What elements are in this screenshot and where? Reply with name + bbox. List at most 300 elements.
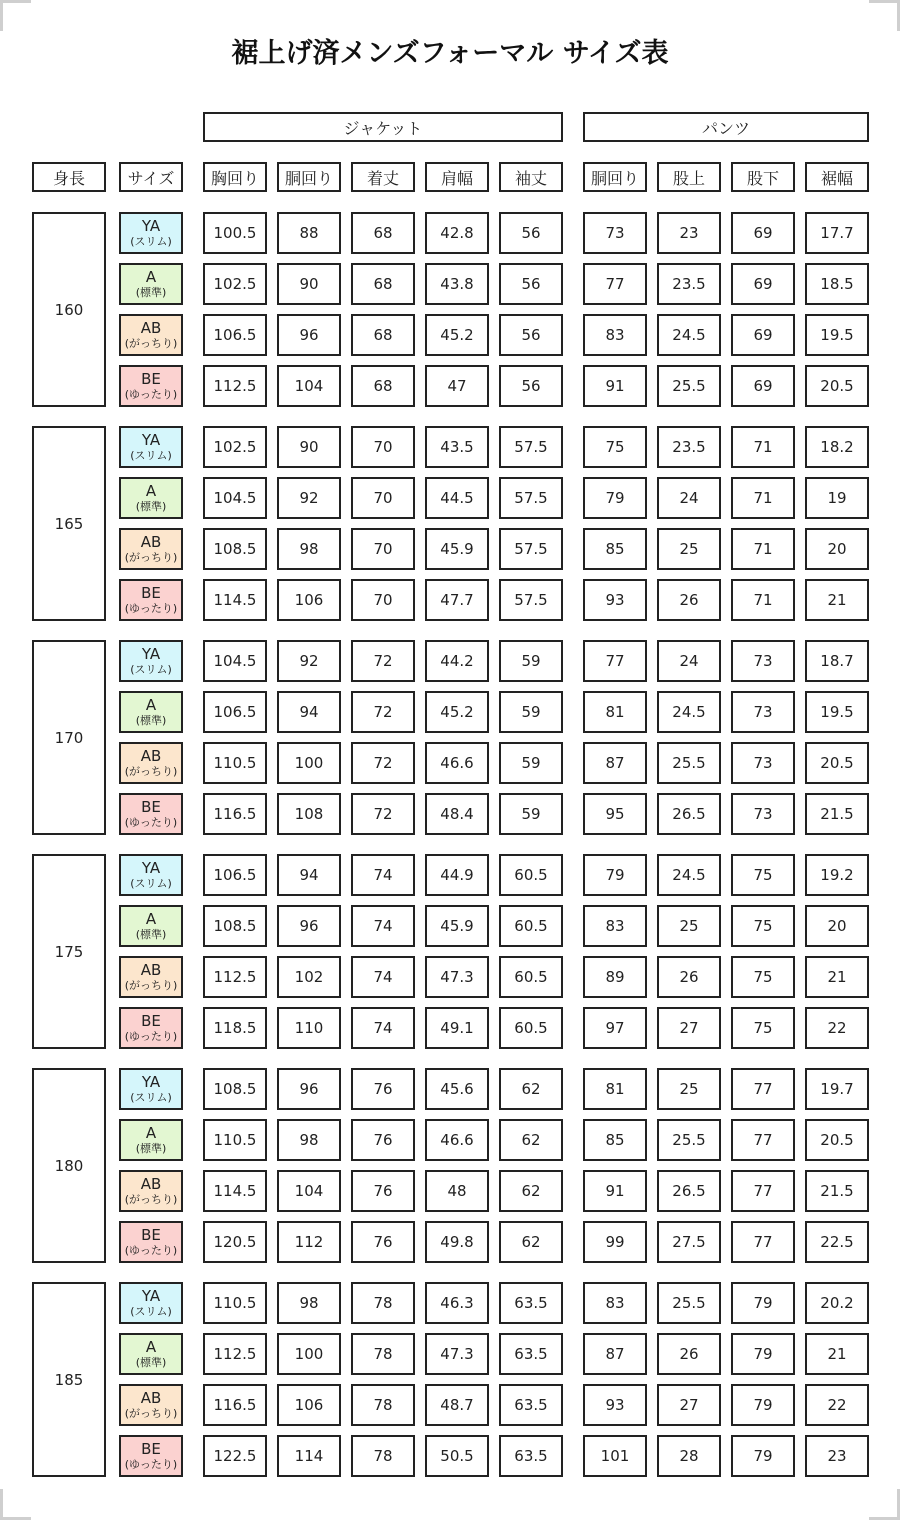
pants-value-cell: 20 — [805, 905, 869, 947]
size-type-badge — [119, 1384, 183, 1426]
jacket-value-cell: 70 — [351, 579, 415, 621]
size-description: (ゆったり) — [124, 1244, 178, 1257]
pants-value-cell: 17.7 — [805, 212, 869, 254]
pants-value-cell: 19.5 — [805, 314, 869, 356]
size-code: YA — [141, 1073, 161, 1091]
jacket-value-cell: 100 — [277, 742, 341, 784]
pants-value-cell: 26 — [657, 1333, 721, 1375]
size-code: A — [145, 268, 157, 286]
size-code: BE — [141, 798, 161, 816]
height-cell: 170 — [32, 640, 106, 835]
jacket-value-cell: 44.9 — [425, 854, 489, 896]
pants-value-cell: 101 — [583, 1435, 647, 1477]
jacket-value-cell: 76 — [351, 1170, 415, 1212]
jacket-value-cell: 63.5 — [499, 1333, 563, 1375]
jacket-value-cell: 98 — [277, 528, 341, 570]
pants-value-cell: 23 — [657, 212, 721, 254]
pants-value-cell: 69 — [731, 263, 795, 305]
pants-value-cell: 79 — [583, 477, 647, 519]
pants-value-cell: 91 — [583, 365, 647, 407]
jacket-value-cell: 114.5 — [203, 1170, 267, 1212]
pants-value-cell: 85 — [583, 528, 647, 570]
pants-value-cell: 20 — [805, 528, 869, 570]
jacket-value-cell: 48.4 — [425, 793, 489, 835]
size-type-badge — [119, 854, 183, 896]
jacket-value-cell: 78 — [351, 1435, 415, 1477]
pants-value-cell: 24.5 — [657, 854, 721, 896]
pants-value-cell: 25.5 — [657, 742, 721, 784]
size-type-badge — [119, 314, 183, 356]
jacket-value-cell: 102 — [277, 956, 341, 998]
pants-value-cell: 75 — [731, 854, 795, 896]
jacket-value-cell: 98 — [277, 1282, 341, 1324]
jacket-value-cell: 72 — [351, 640, 415, 682]
pants-value-cell: 75 — [731, 956, 795, 998]
pants-value-cell: 75 — [731, 905, 795, 947]
pants-value-cell: 20.5 — [805, 365, 869, 407]
corner-mark-top-left — [0, 0, 31, 31]
pants-value-cell: 25.5 — [657, 1119, 721, 1161]
jacket-value-cell: 74 — [351, 854, 415, 896]
jacket-value-cell: 45.2 — [425, 691, 489, 733]
size-type-badge — [119, 742, 183, 784]
pants-value-cell: 27 — [657, 1007, 721, 1049]
size-code: AB — [140, 533, 162, 551]
jacket-value-cell: 108 — [277, 793, 341, 835]
pants-value-cell: 73 — [731, 640, 795, 682]
jacket-value-cell: 47.7 — [425, 579, 489, 621]
jacket-value-cell: 106.5 — [203, 314, 267, 356]
column-header-jacket-0: 胸回り — [203, 162, 267, 192]
pants-value-cell: 21.5 — [805, 793, 869, 835]
size-code: YA — [141, 645, 161, 663]
jacket-value-cell: 45.9 — [425, 528, 489, 570]
jacket-value-cell: 57.5 — [499, 426, 563, 468]
jacket-value-cell: 59 — [499, 640, 563, 682]
size-code: A — [145, 910, 157, 928]
jacket-value-cell: 108.5 — [203, 528, 267, 570]
jacket-value-cell: 60.5 — [499, 1007, 563, 1049]
jacket-value-cell: 110.5 — [203, 742, 267, 784]
jacket-value-cell: 70 — [351, 528, 415, 570]
pants-value-cell: 25 — [657, 1068, 721, 1110]
size-description: (ゆったり) — [124, 602, 178, 615]
size-type-badge — [119, 1282, 183, 1324]
pants-value-cell: 95 — [583, 793, 647, 835]
jacket-value-cell: 43.8 — [425, 263, 489, 305]
jacket-value-cell: 49.1 — [425, 1007, 489, 1049]
size-type-badge — [119, 1333, 183, 1375]
jacket-value-cell: 90 — [277, 426, 341, 468]
pants-value-cell: 79 — [583, 854, 647, 896]
pants-value-cell: 89 — [583, 956, 647, 998]
pants-value-cell: 21.5 — [805, 1170, 869, 1212]
pants-value-cell: 18.5 — [805, 263, 869, 305]
pants-value-cell: 19.7 — [805, 1068, 869, 1110]
height-cell: 185 — [32, 1282, 106, 1477]
pants-value-cell: 73 — [731, 793, 795, 835]
size-type-badge — [119, 365, 183, 407]
size-description: (スリム) — [130, 449, 172, 462]
size-type-badge — [119, 691, 183, 733]
pants-value-cell: 87 — [583, 1333, 647, 1375]
jacket-value-cell: 78 — [351, 1282, 415, 1324]
jacket-value-cell: 110.5 — [203, 1119, 267, 1161]
jacket-value-cell: 62 — [499, 1119, 563, 1161]
jacket-value-cell: 60.5 — [499, 854, 563, 896]
jacket-value-cell: 100 — [277, 1333, 341, 1375]
size-description: (標準) — [135, 500, 167, 513]
pants-value-cell: 71 — [731, 579, 795, 621]
jacket-value-cell: 76 — [351, 1119, 415, 1161]
size-description: (スリム) — [130, 1091, 172, 1104]
pants-value-cell: 69 — [731, 365, 795, 407]
jacket-value-cell: 45.6 — [425, 1068, 489, 1110]
pants-value-cell: 25.5 — [657, 365, 721, 407]
size-code: AB — [140, 747, 162, 765]
corner-mark-bottom-right — [869, 1489, 900, 1520]
jacket-value-cell: 57.5 — [499, 528, 563, 570]
pants-value-cell: 24.5 — [657, 691, 721, 733]
size-type-badge — [119, 263, 183, 305]
pants-value-cell: 79 — [731, 1384, 795, 1426]
pants-value-cell: 28 — [657, 1435, 721, 1477]
jacket-value-cell: 106.5 — [203, 854, 267, 896]
size-type-badge — [119, 905, 183, 947]
jacket-value-cell: 70 — [351, 426, 415, 468]
pants-value-cell: 19.2 — [805, 854, 869, 896]
size-description: (標準) — [135, 286, 167, 299]
pants-value-cell: 77 — [731, 1068, 795, 1110]
size-type-badge — [119, 1170, 183, 1212]
jacket-value-cell: 47 — [425, 365, 489, 407]
jacket-value-cell: 116.5 — [203, 793, 267, 835]
jacket-value-cell: 68 — [351, 365, 415, 407]
jacket-value-cell: 46.3 — [425, 1282, 489, 1324]
jacket-value-cell: 112 — [277, 1221, 341, 1263]
size-description: (がっちり) — [124, 551, 178, 564]
jacket-value-cell: 96 — [277, 905, 341, 947]
size-description: (標準) — [135, 714, 167, 727]
size-description: (ゆったり) — [124, 1458, 178, 1471]
size-description: (標準) — [135, 1356, 167, 1369]
jacket-value-cell: 90 — [277, 263, 341, 305]
jacket-value-cell: 102.5 — [203, 426, 267, 468]
pants-value-cell: 85 — [583, 1119, 647, 1161]
jacket-value-cell: 118.5 — [203, 1007, 267, 1049]
size-type-badge — [119, 579, 183, 621]
jacket-value-cell: 92 — [277, 477, 341, 519]
pants-value-cell: 23.5 — [657, 426, 721, 468]
column-header-pants-1: 股上 — [657, 162, 721, 192]
jacket-value-cell: 48 — [425, 1170, 489, 1212]
pants-value-cell: 24 — [657, 477, 721, 519]
pants-value-cell: 77 — [731, 1119, 795, 1161]
size-description: (がっちり) — [124, 765, 178, 778]
jacket-value-cell: 88 — [277, 212, 341, 254]
jacket-value-cell: 94 — [277, 691, 341, 733]
jacket-value-cell: 50.5 — [425, 1435, 489, 1477]
pants-value-cell: 25 — [657, 905, 721, 947]
jacket-value-cell: 47.3 — [425, 1333, 489, 1375]
jacket-value-cell: 76 — [351, 1068, 415, 1110]
jacket-value-cell: 106.5 — [203, 691, 267, 733]
pants-value-cell: 69 — [731, 314, 795, 356]
jacket-value-cell: 63.5 — [499, 1435, 563, 1477]
jacket-value-cell: 48.7 — [425, 1384, 489, 1426]
jacket-value-cell: 78 — [351, 1333, 415, 1375]
pants-value-cell: 77 — [731, 1221, 795, 1263]
jacket-value-cell: 120.5 — [203, 1221, 267, 1263]
jacket-value-cell: 59 — [499, 742, 563, 784]
size-type-badge — [119, 1007, 183, 1049]
jacket-value-cell: 44.2 — [425, 640, 489, 682]
pants-value-cell: 97 — [583, 1007, 647, 1049]
pants-value-cell: 81 — [583, 691, 647, 733]
size-description: (がっちり) — [124, 1407, 178, 1420]
size-type-badge — [119, 1119, 183, 1161]
pants-value-cell: 26.5 — [657, 793, 721, 835]
size-description: (ゆったり) — [124, 1030, 178, 1043]
jacket-value-cell: 92 — [277, 640, 341, 682]
pants-value-cell: 77 — [583, 640, 647, 682]
jacket-value-cell: 74 — [351, 956, 415, 998]
size-code: BE — [141, 370, 161, 388]
pants-value-cell: 77 — [731, 1170, 795, 1212]
size-description: (がっちり) — [124, 979, 178, 992]
jacket-value-cell: 104 — [277, 365, 341, 407]
jacket-value-cell: 104.5 — [203, 640, 267, 682]
jacket-value-cell: 59 — [499, 793, 563, 835]
size-type-badge — [119, 956, 183, 998]
column-header-jacket-1: 胴回り — [277, 162, 341, 192]
height-cell: 175 — [32, 854, 106, 1049]
size-type-badge — [119, 1435, 183, 1477]
pants-value-cell: 21 — [805, 1333, 869, 1375]
size-code: BE — [141, 1440, 161, 1458]
size-type-badge — [119, 426, 183, 468]
jacket-group-header: ジャケット — [203, 112, 563, 142]
height-cell: 160 — [32, 212, 106, 407]
size-type-badge — [119, 640, 183, 682]
pants-value-cell: 71 — [731, 426, 795, 468]
jacket-value-cell: 62 — [499, 1068, 563, 1110]
size-description: (ゆったり) — [124, 388, 178, 401]
jacket-value-cell: 106 — [277, 579, 341, 621]
jacket-value-cell: 110 — [277, 1007, 341, 1049]
jacket-value-cell: 78 — [351, 1384, 415, 1426]
jacket-value-cell: 56 — [499, 314, 563, 356]
pants-value-cell: 79 — [731, 1282, 795, 1324]
pants-value-cell: 24 — [657, 640, 721, 682]
pants-value-cell: 69 — [731, 212, 795, 254]
pants-value-cell: 73 — [731, 742, 795, 784]
size-code: BE — [141, 584, 161, 602]
pants-value-cell: 23 — [805, 1435, 869, 1477]
jacket-value-cell: 104.5 — [203, 477, 267, 519]
jacket-value-cell: 94 — [277, 854, 341, 896]
pants-value-cell: 23.5 — [657, 263, 721, 305]
size-code: AB — [140, 1175, 162, 1193]
pants-value-cell: 26 — [657, 956, 721, 998]
pants-value-cell: 71 — [731, 477, 795, 519]
jacket-value-cell: 60.5 — [499, 956, 563, 998]
column-header-size: サイズ — [119, 162, 183, 192]
jacket-value-cell: 47.3 — [425, 956, 489, 998]
pants-value-cell: 19.5 — [805, 691, 869, 733]
pants-value-cell: 83 — [583, 905, 647, 947]
jacket-value-cell: 108.5 — [203, 1068, 267, 1110]
jacket-value-cell: 112.5 — [203, 365, 267, 407]
size-description: (スリム) — [130, 877, 172, 890]
pants-value-cell: 73 — [731, 691, 795, 733]
size-description: (標準) — [135, 1142, 167, 1155]
jacket-value-cell: 102.5 — [203, 263, 267, 305]
jacket-value-cell: 42.8 — [425, 212, 489, 254]
pants-value-cell: 99 — [583, 1221, 647, 1263]
column-header-jacket-3: 肩幅 — [425, 162, 489, 192]
column-header-jacket-2: 着丈 — [351, 162, 415, 192]
jacket-value-cell: 110.5 — [203, 1282, 267, 1324]
pants-value-cell: 75 — [583, 426, 647, 468]
size-code: A — [145, 482, 157, 500]
size-description: (がっちり) — [124, 337, 178, 350]
jacket-value-cell: 96 — [277, 1068, 341, 1110]
size-type-badge — [119, 793, 183, 835]
size-code: A — [145, 1338, 157, 1356]
size-code: YA — [141, 431, 161, 449]
jacket-value-cell: 56 — [499, 365, 563, 407]
jacket-value-cell: 56 — [499, 212, 563, 254]
pants-value-cell: 27 — [657, 1384, 721, 1426]
size-type-badge — [119, 212, 183, 254]
jacket-value-cell: 108.5 — [203, 905, 267, 947]
pants-value-cell: 20.2 — [805, 1282, 869, 1324]
pants-value-cell: 22 — [805, 1007, 869, 1049]
jacket-value-cell: 112.5 — [203, 956, 267, 998]
size-description: (スリム) — [130, 235, 172, 248]
pants-value-cell: 27.5 — [657, 1221, 721, 1263]
jacket-value-cell: 116.5 — [203, 1384, 267, 1426]
jacket-value-cell: 68 — [351, 314, 415, 356]
size-description: (がっちり) — [124, 1193, 178, 1206]
jacket-value-cell: 68 — [351, 212, 415, 254]
jacket-value-cell: 74 — [351, 1007, 415, 1049]
jacket-value-cell: 46.6 — [425, 1119, 489, 1161]
size-code: YA — [141, 1287, 161, 1305]
pants-value-cell: 25.5 — [657, 1282, 721, 1324]
pants-value-cell: 26 — [657, 579, 721, 621]
jacket-value-cell: 70 — [351, 477, 415, 519]
size-code: BE — [141, 1012, 161, 1030]
corner-mark-bottom-left — [0, 1489, 31, 1520]
jacket-value-cell: 44.5 — [425, 477, 489, 519]
corner-mark-top-right — [869, 0, 900, 31]
jacket-value-cell: 104 — [277, 1170, 341, 1212]
pants-value-cell: 22.5 — [805, 1221, 869, 1263]
jacket-value-cell: 100.5 — [203, 212, 267, 254]
jacket-value-cell: 72 — [351, 742, 415, 784]
pants-value-cell: 18.7 — [805, 640, 869, 682]
pants-value-cell: 81 — [583, 1068, 647, 1110]
jacket-value-cell: 114.5 — [203, 579, 267, 621]
pants-value-cell: 22 — [805, 1384, 869, 1426]
pants-value-cell: 77 — [583, 263, 647, 305]
jacket-value-cell: 62 — [499, 1221, 563, 1263]
pants-value-cell: 24.5 — [657, 314, 721, 356]
column-header-pants-0: 胴回り — [583, 162, 647, 192]
size-type-badge — [119, 477, 183, 519]
jacket-value-cell: 96 — [277, 314, 341, 356]
jacket-value-cell: 57.5 — [499, 477, 563, 519]
pants-value-cell: 83 — [583, 1282, 647, 1324]
size-code: YA — [141, 217, 161, 235]
pants-value-cell: 83 — [583, 314, 647, 356]
size-description: (スリム) — [130, 663, 172, 676]
pants-value-cell: 26.5 — [657, 1170, 721, 1212]
jacket-value-cell: 45.9 — [425, 905, 489, 947]
jacket-value-cell: 63.5 — [499, 1384, 563, 1426]
column-header-height: 身長 — [32, 162, 106, 192]
jacket-value-cell: 43.5 — [425, 426, 489, 468]
pants-group-header: パンツ — [583, 112, 869, 142]
size-code: AB — [140, 1389, 162, 1407]
size-code: AB — [140, 961, 162, 979]
pants-value-cell: 93 — [583, 1384, 647, 1426]
size-code: A — [145, 1124, 157, 1142]
size-type-badge — [119, 1221, 183, 1263]
pants-value-cell: 20.5 — [805, 742, 869, 784]
pants-value-cell: 75 — [731, 1007, 795, 1049]
jacket-value-cell: 59 — [499, 691, 563, 733]
jacket-value-cell: 98 — [277, 1119, 341, 1161]
pants-value-cell: 21 — [805, 579, 869, 621]
pants-value-cell: 79 — [731, 1333, 795, 1375]
pants-value-cell: 73 — [583, 212, 647, 254]
jacket-value-cell: 122.5 — [203, 1435, 267, 1477]
jacket-value-cell: 72 — [351, 793, 415, 835]
size-code: YA — [141, 859, 161, 877]
size-type-badge — [119, 1068, 183, 1110]
jacket-value-cell: 46.6 — [425, 742, 489, 784]
pants-value-cell: 20.5 — [805, 1119, 869, 1161]
size-type-badge — [119, 528, 183, 570]
size-code: BE — [141, 1226, 161, 1244]
jacket-value-cell: 74 — [351, 905, 415, 947]
page-title: 裾上げ済メンズフォーマル サイズ表 — [231, 38, 669, 69]
pants-value-cell: 19 — [805, 477, 869, 519]
jacket-value-cell: 49.8 — [425, 1221, 489, 1263]
jacket-value-cell: 76 — [351, 1221, 415, 1263]
size-description: (スリム) — [130, 1305, 172, 1318]
jacket-value-cell: 106 — [277, 1384, 341, 1426]
jacket-value-cell: 114 — [277, 1435, 341, 1477]
pants-value-cell: 25 — [657, 528, 721, 570]
jacket-value-cell: 72 — [351, 691, 415, 733]
pants-value-cell: 93 — [583, 579, 647, 621]
pants-value-cell: 18.2 — [805, 426, 869, 468]
column-header-pants-2: 股下 — [731, 162, 795, 192]
jacket-value-cell: 56 — [499, 263, 563, 305]
pants-value-cell: 91 — [583, 1170, 647, 1212]
size-code: AB — [140, 319, 162, 337]
pants-value-cell: 87 — [583, 742, 647, 784]
column-header-pants-3: 裾幅 — [805, 162, 869, 192]
jacket-value-cell: 112.5 — [203, 1333, 267, 1375]
size-code: A — [145, 696, 157, 714]
size-description: (ゆったり) — [124, 816, 178, 829]
jacket-value-cell: 45.2 — [425, 314, 489, 356]
